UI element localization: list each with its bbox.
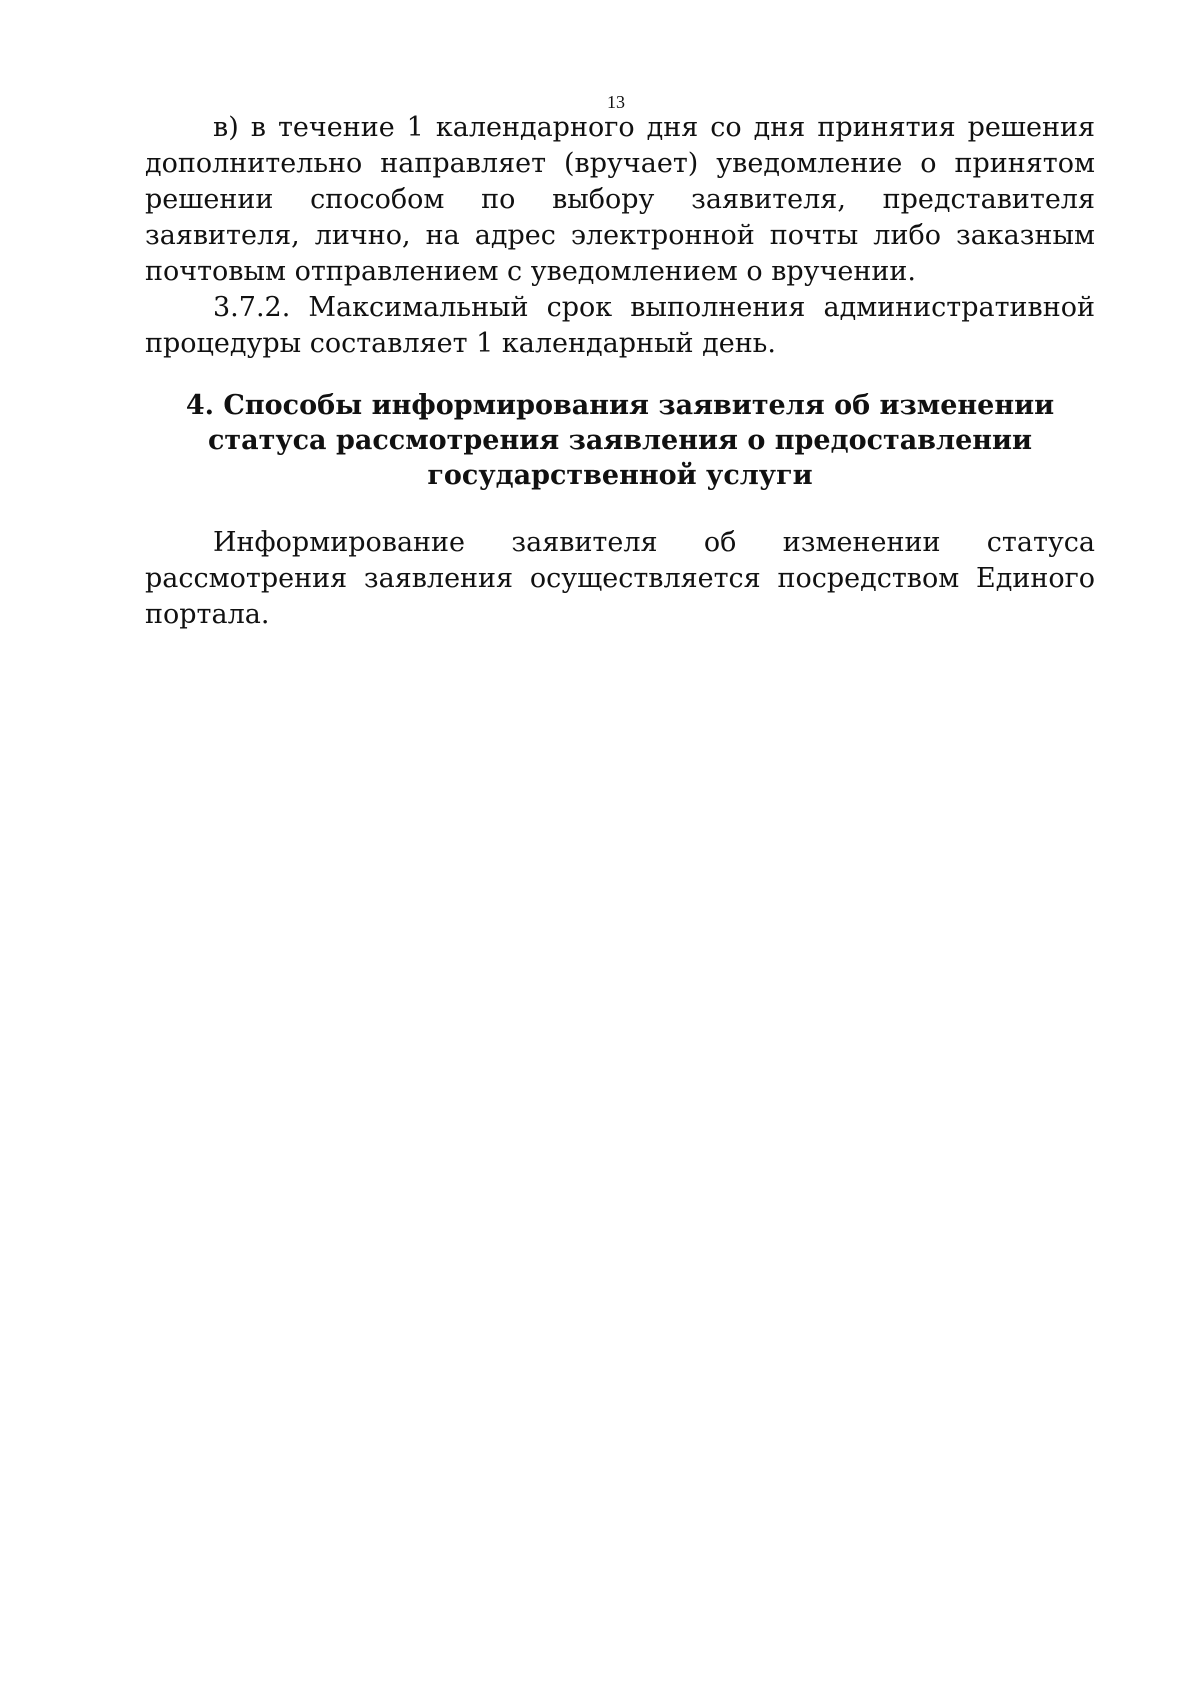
section-heading: 4. Способы информирования заявителя об изменении статуса рассмотрения заявления о предоставлении государственной услуги: [185, 390, 1055, 491]
paragraph-informing: Информирование заявителя об изменении статуса рассмотрения заявления осуществляется посредством Единого портала.: [145, 527, 1095, 630]
paragraph-max-term: 3.7.2. Максимальный срок выполнения административной процедуры составляет 1 календарный день.: [145, 292, 1095, 359]
page-number: 13: [607, 92, 625, 112]
document-body: [145, 110, 1095, 633]
paragraph-notification: в) в течение 1 календарного дня со дня принятия решения дополнительно направляет (вручает) уведомление о принятом решении способом по выбору заявителя, представителя заявителя, лично, на адрес электронной почты либо заказным почтовым отправлением с уведомлением о вручении.: [145, 112, 1095, 287]
